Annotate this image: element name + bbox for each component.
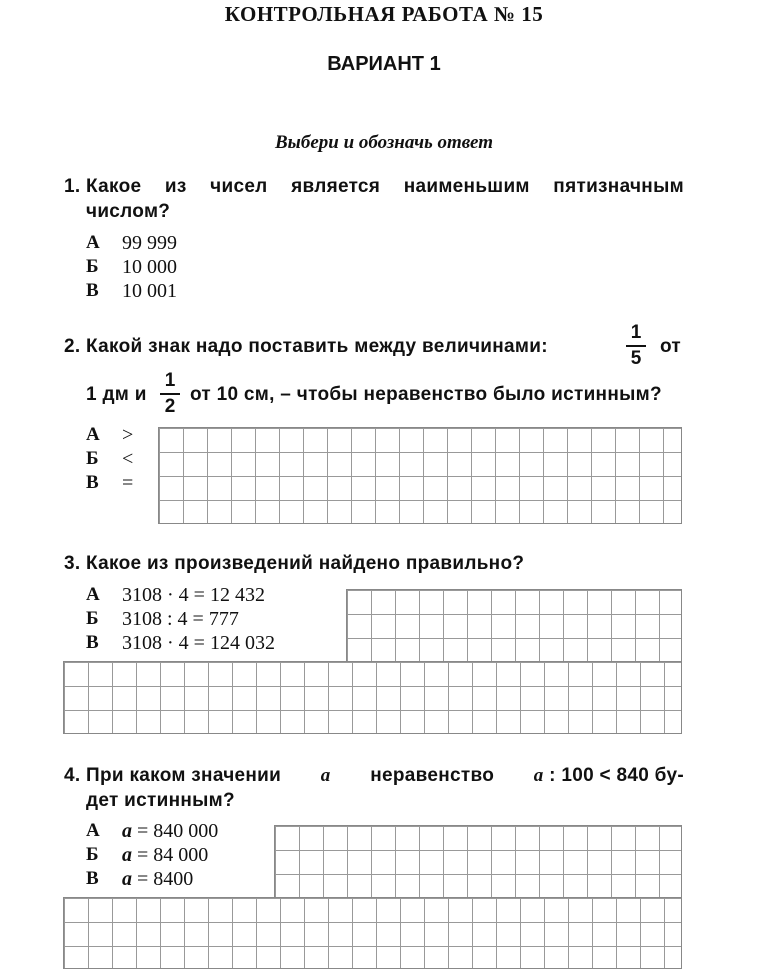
fraction-denominator: 2 — [164, 396, 176, 417]
question-3-number: 3. — [64, 553, 81, 574]
option-text: 10 001 — [122, 280, 177, 302]
fraction-one-half — [160, 370, 180, 418]
q2-option-b[interactable] — [86, 448, 134, 470]
q1-word: Какое — [86, 176, 142, 197]
option-text: > — [122, 424, 134, 446]
q3-work-grid-upper[interactable] — [346, 589, 682, 662]
option-text: 10 000 — [122, 256, 177, 278]
q2-text: Какой знак надо поставить между величинами: — [86, 336, 548, 357]
q2-option-c[interactable] — [86, 472, 134, 494]
q4-work-grid-upper[interactable] — [274, 825, 682, 898]
option-text: = — [122, 472, 134, 494]
q2-after-fraction: от — [660, 336, 682, 357]
option-text: 3108 · 4 = 12 432 — [122, 584, 265, 606]
fraction-bar — [626, 345, 646, 347]
variable-a: а — [122, 820, 132, 842]
option-letter: А — [86, 820, 100, 841]
fraction-numerator: 1 — [164, 370, 176, 391]
q1-word: является — [291, 176, 381, 197]
variable-a: а — [122, 868, 132, 890]
option-text: 3108 · 4 = 124 032 — [122, 632, 275, 654]
fraction-numerator: 1 — [630, 322, 642, 343]
q2-work-grid[interactable] — [158, 427, 682, 524]
option-text: < — [122, 448, 134, 470]
option-letter: А — [86, 584, 100, 605]
option-letter: В — [86, 472, 99, 493]
q1-word: наименьшим — [403, 176, 530, 197]
option-letter: Б — [86, 448, 99, 469]
q4-option-a[interactable] — [86, 820, 219, 842]
q1-word: пятизначным — [553, 176, 684, 197]
option-letter: В — [86, 280, 99, 301]
variable-a: а — [122, 844, 132, 866]
q3-option-b[interactable] — [86, 608, 239, 630]
option-letter: В — [86, 868, 99, 889]
variable-a: а — [320, 765, 331, 786]
q4-text: : 100 < 840 бу- — [549, 765, 684, 786]
q4-option-c[interactable] — [86, 868, 194, 890]
q1-option-b[interactable] — [86, 256, 177, 278]
instruction-text: Выбери и обозначь ответ — [275, 132, 493, 153]
option-letter: Б — [86, 844, 99, 865]
q4-text: При каком значении — [86, 765, 282, 786]
q3-work-grid-lower[interactable] — [63, 661, 682, 734]
fraction-denominator: 5 — [630, 348, 642, 369]
option-text: = 8400 — [137, 868, 194, 890]
q1-option-c[interactable] — [86, 280, 177, 302]
option-letter: А — [86, 232, 100, 253]
q1-word: из — [164, 176, 187, 197]
question-1-number: 1. — [64, 176, 81, 197]
q4-option-b[interactable] — [86, 844, 209, 866]
option-text: = 840 000 — [137, 820, 219, 842]
q2-option-a[interactable] — [86, 424, 134, 446]
question-4-line-2: дет истинным? — [86, 790, 235, 811]
q4-text: неравенство — [370, 765, 495, 786]
question-2-number: 2. — [64, 336, 81, 357]
q1-word: чисел — [210, 176, 268, 197]
q2-line-2-end: от 10 см, – чтобы неравенство было истинным? — [190, 384, 662, 405]
option-letter: Б — [86, 256, 99, 277]
option-text: 3108 : 4 = 777 — [122, 608, 239, 630]
variant-title: ВАРИАНТ 1 — [327, 53, 441, 75]
fraction-one-fifth — [626, 322, 646, 370]
question-2-line-1 — [64, 336, 548, 358]
question-4-number: 4. — [64, 765, 81, 786]
page-title: КОНТРОЛЬНАЯ РАБОТА № 15 — [224, 2, 544, 26]
question-1-line-2: числом? — [86, 201, 171, 222]
q4-work-grid-lower[interactable] — [63, 897, 682, 969]
question-4-line-1 — [64, 765, 684, 787]
question-1-line-1 — [64, 176, 684, 198]
option-text: = 84 000 — [137, 844, 209, 866]
q3-option-c[interactable] — [86, 632, 275, 654]
fraction-bar — [160, 393, 180, 395]
q3-text: Какое из произведений найдено правильно? — [86, 553, 525, 574]
q2-line-2-start: 1 дм и — [86, 384, 147, 405]
q3-option-a[interactable] — [86, 584, 265, 606]
variable-a: а — [533, 765, 544, 786]
option-letter: В — [86, 632, 99, 653]
option-text: 99 999 — [122, 232, 177, 254]
question-3-text — [64, 553, 524, 575]
option-letter: Б — [86, 608, 99, 629]
option-letter: А — [86, 424, 100, 445]
q1-option-a[interactable] — [86, 232, 177, 254]
